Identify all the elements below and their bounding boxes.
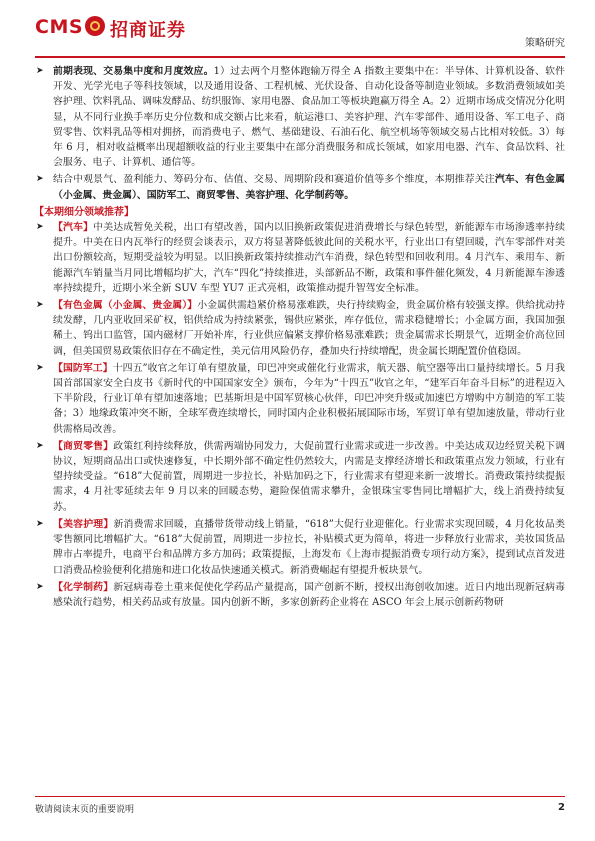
bullet-arrow-icon: ➤ (36, 440, 44, 451)
bullet-arrow-icon: ➤ (36, 300, 44, 311)
bullet-paragraph (35, 64, 565, 170)
sector-tag: 【美容护理】 (53, 518, 114, 530)
disclaimer-note: 敬请阅读末页的重要说明 (35, 805, 135, 815)
page-header (35, 14, 565, 49)
footer-divider (35, 796, 565, 797)
brand-logo-chinese: 招商证券 (110, 20, 186, 41)
bullet-body: 1）过去两个月整体跑输万得全 A 指数主要集中在：半导体、计算机设备、软件开发、光学光电子等科技领域，以及通用设备、工程机械、光伏设备、自动化设备等制造业领域。多数消费领域如美容护理、饮料乳品、调味发酵品、纺织服饰、家用电器、食品加工等板块跑赢万得全 A。2）近期市场成交情况分化明显，从不同行业换手率历史分位数和成交额占比来看，航运港口、美容护理、汽车零部件、通用设备、军工电子、商贸零售、饮料乳品等相对拥挤，而消费电子、燃气、基础建设、石油石化、航空机场等领域交易占比相对较低。3）每年 6 月，相对收益概率出现超额收益的行业主要集中在部分消费服务和成长领域，如家用电器、汽车、食品饮料、社会服务、电子、计算机、通信等。 (53, 66, 565, 169)
sector-tag: 【有色金属（小金属、贵金属）】 (53, 300, 198, 312)
sector-text: 小金属供需趋紧价格易涨难跌，央行持续购金，贵金属价格有较强支撑。供给扰动持续发酵，几内亚收回采矿权，铝供给成为持续紧张，锡供应紧张，库存低位，需求稳健增长；小金属方面，我国加强稀土、钨出口监管，国内磁材厂开始补库，行业供应偏紧支撑价格易涨难跌；贵金属需求长期景气，近期金价高位回调，但美国贸易政策依旧存在不确定性，美元信用风险仍存，叠加央行持续增配，贵金属长期配置价值稳固。 (53, 300, 565, 357)
bullet-arrow-icon: ➤ (36, 362, 44, 373)
page-number: 2 (558, 802, 565, 813)
report-body (35, 64, 565, 612)
bullet-paragraph (35, 172, 565, 202)
recommendation-paragraph (35, 517, 565, 578)
header-divider (35, 56, 565, 58)
sector-tag: 【国防军工】 (53, 362, 113, 374)
bullet-arrow-icon: ➤ (36, 518, 44, 529)
sector-text: 新消费需求回暖，直播带货带动线上销量，“618”大促行业迎催化。行业需求实现回暖，4 月化妆品类零售额同比增幅扩大。“618”大促前置，周期进一步拉长，补贴模式更为简单，将进一步释放行业需求，美妆国货品牌市占率提升，电商平台和品牌方多方加码；政策提振，上海发布《上海市提振消费专项行动方案》，提到试点首发进口消费品检验便利化措施和进口化妆品快速通关模式。新消费崛起有望提升板块景气。 (53, 518, 565, 576)
recommendation-paragraph (35, 580, 565, 610)
section-heading: 【本期细分领域推荐】 (34, 206, 134, 218)
sector-text: 中美达成暂免关税，出口有望改善，国内以旧换新政策促进消费增长与绿色转型，新能源车市场渗透率持续提升。中美在日内瓦举行的经贸会谈表示，双方将显著降低彼此间的关税水平，行业出口有望回暖，汽车零部件对美出口份额较高，短期受益较为明显。以旧换新政策持续推动汽车消费，绿色转型和回收利用。4 月汽车、乘用车、新能源汽车销量当月同比增幅均扩大，汽车“四化”持续推进，头部新品不断，政策和事件催化频发，4 月新能源车渗透率持续提升，近期小米全新 SUV 车型 YU7 正式亮相，政策推动提升智驾安全标准。 (53, 222, 565, 294)
bullet-arrow-icon: ➤ (36, 581, 44, 592)
brand-logo-text: CMS (35, 16, 84, 38)
bullet-lead: 前期表现、交易集中度和月度效应。 (53, 66, 214, 77)
recommendation-paragraph (35, 439, 565, 515)
bullet-emphasis: 汽车、有色金属（小金属、贵金属）、国防军工、商贸零售、美容护理、化学制药等。 (53, 174, 565, 201)
sector-text: 政策红利持续释放，供需两端协同发力，大促前置行业需求或进一步改善。中美达成双边经贸关税下调协议，短期商品出口或快速修复，中长期外部不确定性仍然较大，内需是支撑经济增长和政策重点发力领域，行业有望持续受益。“618”大促前置，周期进一步拉长，补贴加码之下，行业需求有望迎来新一波增长。消费政策持续提振需求，4 月社零延续去年 9 月以来的回暖态势，避险保值需求攀升，金银珠宝零售同比增幅扩大，线上消费持续复苏。 (53, 440, 565, 513)
sector-text: 十四五”收官之年订单有望放量，印巴冲突或催化行业需求，航天器、航空器等出口量持续增长。5 月我国首部国家安全白皮书《新时代的中国国家安全》颁布，今年为“十四五”收官之年，“建军百年奋斗目标”的进程迈入下半阶段，行业订单有望加速落地；巴基斯坦是中国军贸核心伙伴，印巴冲突升级或加速巴方增购中方制造的军工装备；3）地缘政策冲突不断，全球军费连续增长，同时国内企业积极拓展国际市场，军贸订单有望加速放量，带动行业供需格局改善。 (53, 362, 565, 435)
sector-tag: 【化学制药】 (53, 581, 114, 593)
bullet-arrow-icon: ➤ (36, 66, 44, 76)
sector-tag: 【商贸零售】 (53, 440, 114, 452)
sector-tag: 【汽车】 (53, 222, 94, 234)
recommendation-paragraph (35, 220, 565, 296)
bullet-arrow-icon: ➤ (36, 174, 44, 185)
recommendation-paragraph (35, 298, 565, 359)
recommendation-paragraph (35, 361, 565, 437)
brand-logo-icon (85, 16, 105, 36)
sector-text: 新冠病毒卷土重来促使化学药品产量提高，国产创新不断，授权出海创收加速。近日内地出现新冠病毒感染流行趋势，相关药品或有放量。国内创新不断，多家创新药企业将在 ASCO 年会上展示创新药物研 (53, 581, 565, 608)
bullet-arrow-icon: ➤ (36, 222, 44, 233)
report-type-label: 策略研究 (525, 38, 565, 49)
bullet-body: 结合中观景气、盈利能力、筹码分布、估值、交易、周期阶段和赛道价值等多个维度，本期推荐关注 (53, 174, 495, 186)
